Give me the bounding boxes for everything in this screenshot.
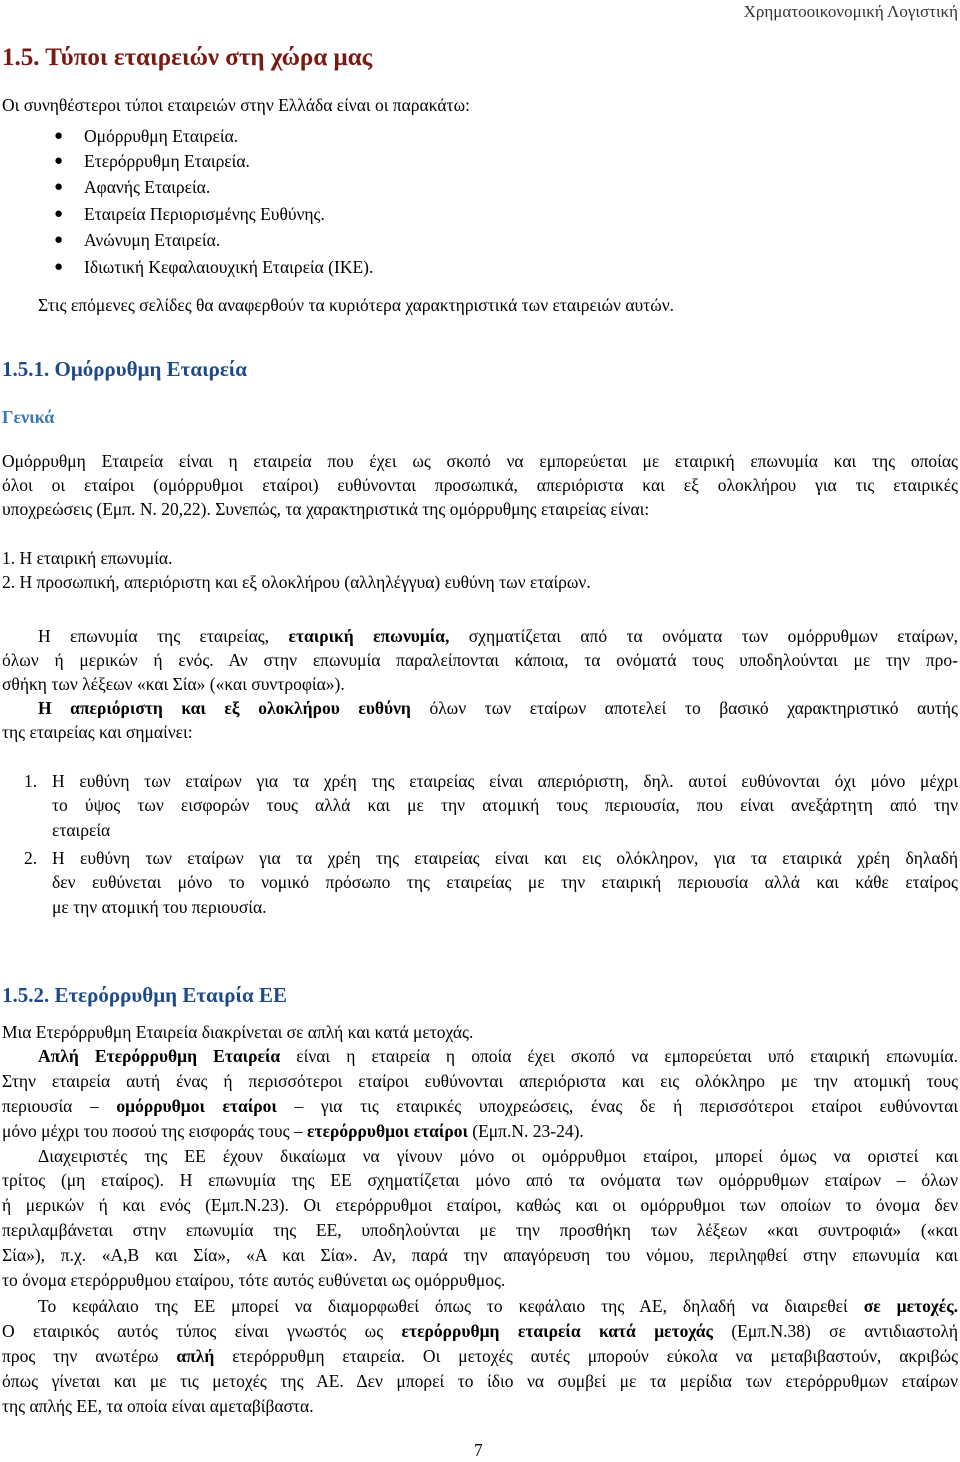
numbered-marker: 2. — [24, 848, 38, 868]
bold-term: ετερόρρυθμοι εταίροι — [307, 1121, 468, 1141]
bold-term: σε μετοχές. — [863, 1296, 958, 1316]
section-title-1-5-1: 1.5.1. Ομόρρυθμη Εταιρεία — [2, 357, 248, 381]
numbered-item-line: Η ευθύνη των εταίρων για τα χρέη της εταιρείας είναι απεριόριστη, δηλ. αυτοί ευθύνονται όχι μόνο μέχρι — [52, 771, 958, 791]
list-item: ● Εταιρεία Περιορισμένης Ευθύνης. — [54, 204, 325, 224]
numbered-item-line: δεν ευθύνεται μόνο το νομικό πρόσωπο της εταιρείας με την εταιρική περιουσία αλλά και κάθε εταίρος — [52, 872, 958, 892]
paragraph-line: Μια Ετερόρρυθμη Εταιρεία διακρίνεται σε απλή και κατά μετοχάς. — [2, 1022, 474, 1042]
bold-term: ετερόρρυθμη εταιρεία κατά μετοχάς — [401, 1321, 713, 1341]
paragraph-line: της εταιρείας και σημαίνει: — [2, 722, 193, 742]
paragraph-line: Το κεφάλαιο της ΕΕ μπορεί να διαμορφωθεί όπως το κεφάλαιο της ΑΕ, δηλαδή να διαιρεθεί σε μετοχές. — [38, 1296, 958, 1316]
intro-paragraph: Οι συνηθέστεροι τύποι εταιρειών στην Ελλάδα είναι οι παρακάτω: — [2, 95, 470, 115]
outro-paragraph: Στις επόμενες σελίδες θα αναφερθούν τα κυριότερα χαρακτηριστικά των εταιρειών αυτών. — [38, 295, 675, 315]
paragraph-line: Η επωνυμία της εταιρείας, εταιρική επωνυμία, σχηματίζεται από τα ονόματα των ομόρρυθμων εταίρων, — [38, 626, 958, 646]
bullet-icon: ● — [54, 128, 64, 144]
paragraph-line: Απλή Ετερόρρυθμη Εταιρεία είναι η εταιρεία η οποία έχει σκοπό να εμπορεύεται υπό εταιρική επωνυμία. — [38, 1046, 958, 1066]
paragraph-line: περιουσία – ομόρρυθμοι εταίροι – για τις εταιρικές υποχρεώσεις, ένας δε ή περισσότεροι εταίροι ευθύνονται — [2, 1096, 959, 1116]
paragraph-line: το όνομα ετερόρρυθμου εταίρου, τότε αυτός ευθύνεται ως ομόρρυθμος. — [2, 1270, 506, 1290]
numbered-item-line: εταιρεία — [52, 820, 111, 840]
paragraph-line: όλων ή μερικών ή ενός. Αν στην επωνυμία παραλείπονται κάποια, τα ονόματά τους υποδηλούνται με την προ- — [2, 650, 958, 670]
paragraph-line: Ομόρρυθμη Εταιρεία είναι η εταιρεία που έχει ως σκοπό να εμπορεύεται με εταιρική επωνυμία και της οποίας — [2, 451, 958, 471]
bullet-icon: ● — [54, 259, 64, 275]
bullet-icon: ● — [54, 232, 64, 248]
paragraph-line: ή μερικών ή και ενός (Εμπ.Ν.23). Οι ετερόρρυθμοι εταίροι, καθώς και οι ομόρρυθμοι των οποίων το όνομα δεν — [2, 1195, 958, 1215]
list-item: ● Ανώνυμη Εταιρεία. — [54, 230, 221, 250]
paragraph-line: μόνο μέχρι του ποσού της εισφοράς τους – ετερόρρυθμοι εταίροι (Εμπ.Ν. 23-24). — [2, 1121, 584, 1141]
bold-term: Η απεριόριστη και εξ ολοκλήρου ευθύνη — [38, 698, 411, 718]
section-title-1-5-2: 1.5.2. Ετερόρρυθμη Εταιρία ΕΕ — [2, 983, 287, 1007]
paragraph-line: υποχρεώσεις (Εμπ. Ν. 20,22). Συνεπώς, τα χαρακτηριστικά της ομόρρυθμης εταιρείας είναι: — [2, 499, 650, 519]
running-header: Χρηματοοικονομική Λογιστική — [743, 2, 958, 21]
paragraph-line: Διαχειριστές της ΕΕ έχουν δικαίωμα να γίνουν μόνο οι ομόρρυθμοι εταίροι, μπορεί όμως να οριστεί και — [38, 1146, 958, 1166]
paragraph-line: τρίτος (μη εταίρος). Η επωνυμία της ΕΕ σχηματίζεται μόνο από τα ονόματα των ομόρρυθμων εταίρων – όλων — [2, 1170, 958, 1190]
list-item: ● Ετερόρρυθμη Εταιρεία. — [54, 151, 250, 171]
subsection-heading: Γενικά — [2, 407, 55, 427]
list-item: ● Αφανής Εταιρεία. — [54, 177, 211, 197]
bold-term: ομόρρυθμοι εταίροι — [116, 1096, 277, 1116]
paragraph-line: περιλαμβάνεται στην επωνυμία της ΕΕ, υποδηλούνται με την προσθήκη των λέξεων «και συντροφιά» («και — [2, 1220, 958, 1240]
paragraph-line: της απλής ΕΕ, τα οποία είναι αμεταβίβαστα. — [2, 1396, 314, 1416]
numbered-item-line: με την ατομική του περιουσία. — [52, 897, 267, 917]
feature-item: 2. Η προσωπική, απεριόριστη και εξ ολοκλήρου (αλληλέγγυα) ευθύνη των εταίρων. — [2, 572, 591, 592]
numbered-item-line: το ύψος των εισφορών τους αλλά και με την ατομική τους περιουσία, που είναι ανεξάρτητη από την — [52, 795, 958, 815]
page-number: 7 — [474, 1440, 483, 1460]
list-item: ● Ομόρρυθμη Εταιρεία. — [54, 126, 239, 146]
bold-term: εταιρική επωνυμία, — [288, 626, 450, 646]
numbered-item-line: Η ευθύνη των εταίρων για τα χρέη της εταιρείας είναι και εις ολόκληρον, για τα εταιρικά χρέη δηλαδή — [52, 848, 958, 868]
bullet-icon: ● — [54, 206, 64, 222]
bold-term: Απλή Ετερόρρυθμη Εταιρεία — [38, 1046, 281, 1066]
numbered-marker: 1. — [24, 771, 38, 791]
paragraph-line: Η απεριόριστη και εξ ολοκλήρου ευθύνη όλων των εταίρων αποτελεί το βασικό χαρακτηριστικό αυτής — [38, 698, 958, 718]
section-title-1-5: 1.5. Τύποι εταιρειών στη χώρα μας — [2, 44, 373, 71]
paragraph-line: Ο εταιρικός αυτός τύπος είναι γνωστός ως ετερόρρυθμη εταιρεία κατά μετοχάς (Εμπ.Ν.38) σε αντιδιαστολή — [2, 1321, 958, 1341]
bullet-icon: ● — [54, 153, 64, 169]
list-item: ● Ιδιωτική Κεφαλαιουχική Εταιρεία (ΙΚΕ). — [54, 257, 374, 277]
paragraph-line: προς την ανωτέρω απλή ετερόρρυθμη εταιρεία. Οι μετοχές αυτές μπορούν εύκολα να μεταβιβαστούν, ακριβώς — [2, 1346, 959, 1366]
bold-term: απλή — [176, 1346, 215, 1366]
paragraph-line: όλοι οι εταίροι (ομόρρυθμοι εταίροι) ευθύνονται προσωπικά, απεριόριστα και εξ ολοκλήρου για τις εταιρικές — [2, 475, 958, 495]
bullet-icon: ● — [54, 179, 64, 195]
paragraph-line: όπως γίνεται και με τις μετοχές της ΑΕ. Δεν μπορεί το ίδιο να συμβεί με τα μερίδια των ετερόρρυθμων εταίρων — [2, 1371, 958, 1391]
paragraph-line: Σία»), π.χ. «Α,Β και Σία», «Α και Σία». Αν, παρά την απαγόρευση του νόμου, περιληφθεί στην επωνυμία και — [2, 1245, 958, 1265]
paragraph-line: σθήκη των λέξεων «και Σία» («και συντροφία»). — [2, 674, 345, 694]
paragraph-line: Στην εταιρεία αυτή ένας ή περισσότεροι εταίροι ευθύνονται απεριόριστα και εις ολόκληρο με την ατομική τους — [2, 1071, 958, 1091]
feature-item: 1. Η εταιρική επωνυμία. — [2, 548, 173, 568]
